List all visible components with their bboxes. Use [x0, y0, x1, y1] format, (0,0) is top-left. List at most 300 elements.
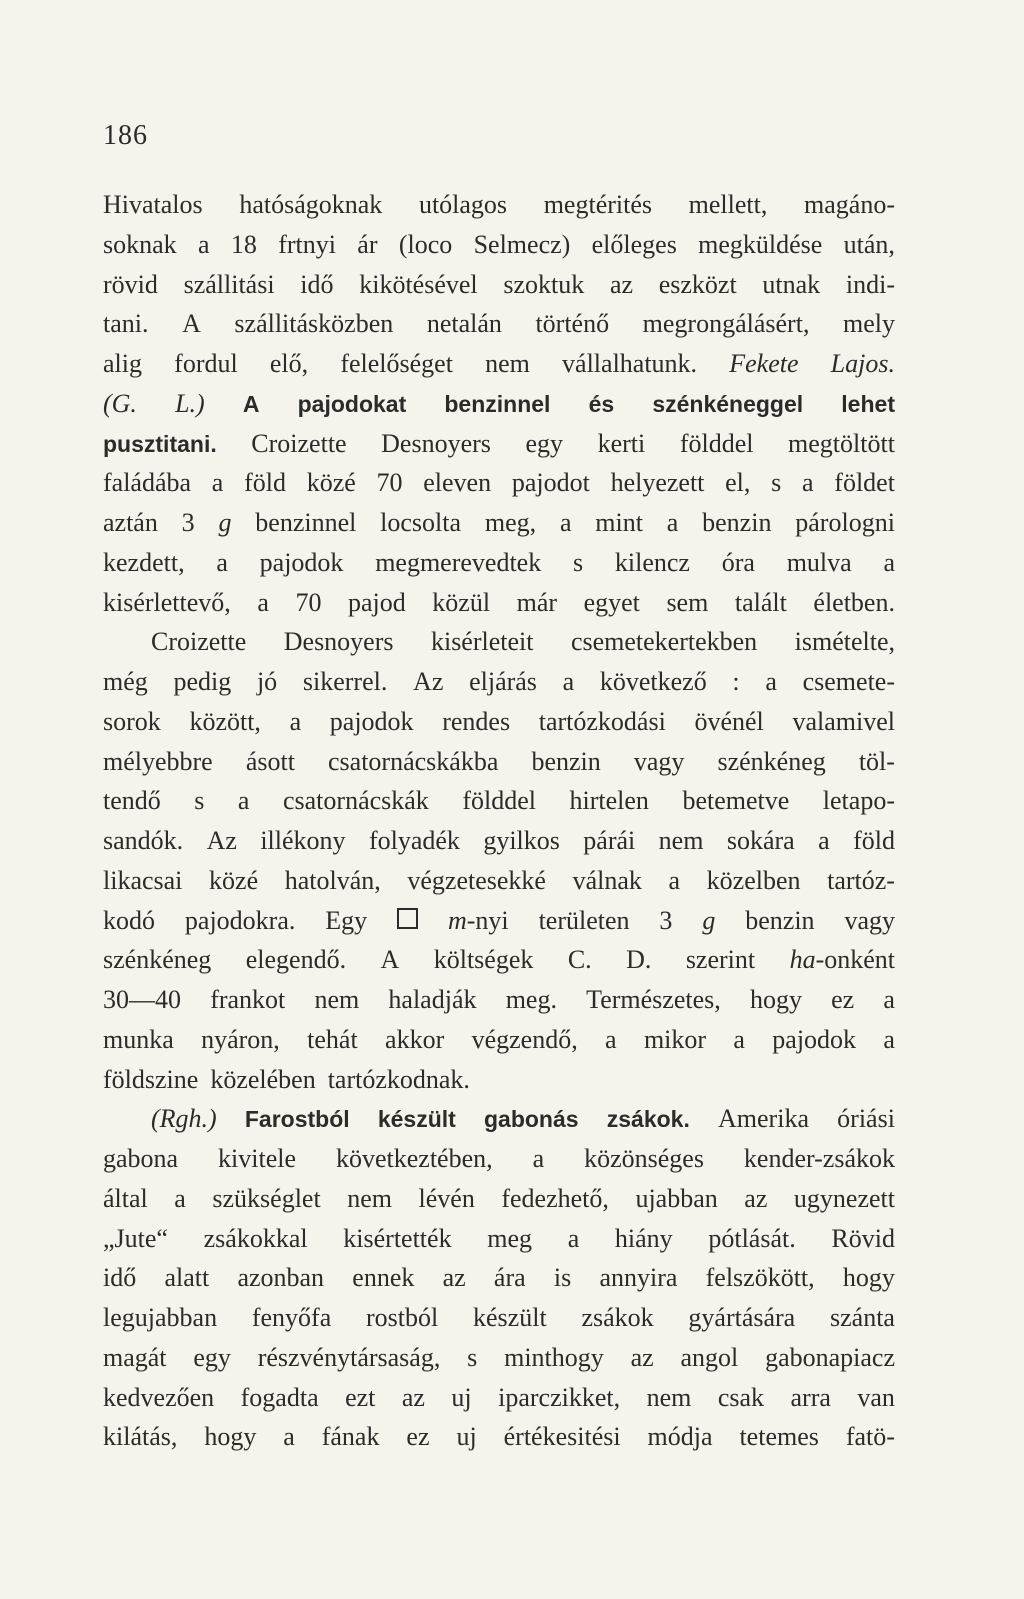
word: folyadék — [368, 826, 460, 855]
word: mellett, — [688, 190, 768, 219]
word: (loco — [398, 229, 453, 259]
word: pajodok — [772, 1024, 857, 1054]
text-line — [103, 980, 895, 1020]
word: idő — [103, 1263, 137, 1293]
word: által — [103, 1183, 148, 1213]
word: módja — [647, 1422, 713, 1452]
word: a — [211, 468, 224, 498]
word: készült — [473, 1303, 547, 1332]
word: szállitási — [183, 269, 275, 299]
word: földszine — [103, 1064, 199, 1094]
word: pótlását. — [708, 1223, 796, 1253]
word: fedezhető, — [501, 1183, 609, 1213]
word: nem — [347, 1183, 392, 1213]
word: a — [198, 229, 210, 259]
word: párái — [583, 826, 636, 855]
word: pajodok — [259, 547, 344, 577]
word: nem — [485, 349, 530, 378]
word-suffix: -nyi — [466, 905, 509, 935]
word: s — [194, 786, 205, 816]
word: pajodokra. — [184, 905, 296, 935]
word: Egy — [325, 905, 368, 935]
word: csemete- — [802, 667, 895, 696]
word: van — [857, 1382, 895, 1412]
word: az — [744, 1183, 768, 1213]
word: Az — [206, 826, 237, 855]
text-line — [103, 622, 895, 662]
word: ha — [789, 945, 816, 975]
word: tani. — [103, 309, 149, 339]
text-line — [103, 742, 895, 782]
word: jó — [256, 667, 278, 696]
word: a — [666, 508, 679, 537]
word: is — [553, 1263, 572, 1293]
text-line — [103, 901, 895, 941]
word: tartóz- — [827, 865, 895, 895]
word: megtérités — [543, 190, 652, 219]
word: fenyőfa — [251, 1303, 332, 1332]
word: óriási — [837, 1104, 895, 1134]
word: fordul — [174, 349, 238, 378]
word: utnak — [762, 269, 821, 299]
word: meg — [487, 1223, 533, 1253]
text-line — [103, 781, 895, 821]
word: vagy — [633, 746, 685, 776]
word: arra — [790, 1382, 831, 1412]
word: sem — [666, 587, 709, 617]
word: kikötésével — [359, 269, 478, 299]
word: benzin — [745, 905, 815, 935]
word: fogadta — [240, 1382, 319, 1412]
word: nem — [646, 1382, 692, 1412]
word: iparczikket, — [498, 1382, 621, 1412]
word: hatóságoknak — [239, 190, 383, 219]
word: kivitele — [218, 1144, 297, 1173]
word: angol — [680, 1342, 739, 1372]
word: életben. — [813, 587, 895, 617]
word: 3 — [659, 905, 673, 935]
word: (Rgh.) — [151, 1104, 217, 1134]
word: közé — [209, 865, 259, 895]
word: utólagos — [418, 190, 508, 219]
word: szállitásközben — [234, 309, 394, 339]
word: földdel — [679, 428, 754, 458]
word: felelőséget — [340, 349, 453, 378]
word: a — [818, 826, 830, 855]
word: ára — [493, 1263, 526, 1293]
word: tendő — [103, 786, 161, 816]
text-line — [103, 1338, 895, 1378]
word: kilátás, — [103, 1422, 178, 1452]
word: illékony — [260, 826, 346, 855]
text-line — [103, 225, 895, 265]
word: a — [605, 1024, 617, 1054]
word: Amerika — [718, 1104, 809, 1134]
word: uj — [456, 1422, 477, 1452]
word: 70 — [376, 468, 403, 498]
word: a — [283, 1422, 295, 1452]
word: hiány — [614, 1223, 673, 1253]
word: magát — [103, 1342, 167, 1372]
word: mely — [843, 309, 895, 339]
word: valamivel — [792, 706, 895, 736]
word: s — [572, 547, 584, 577]
word: sandók. — [103, 826, 184, 855]
text-line — [103, 1417, 895, 1457]
word: végzetesekké — [407, 865, 546, 895]
word: uj — [451, 1382, 472, 1412]
word: következtében, — [335, 1144, 493, 1173]
word: zsákok — [581, 1303, 654, 1332]
word: szerint — [685, 945, 756, 975]
word: hogy — [842, 1263, 895, 1293]
word: az — [630, 1342, 654, 1372]
text-line — [103, 344, 895, 384]
word: a — [257, 587, 269, 617]
word: után, — [843, 229, 895, 259]
word: hogy — [749, 985, 802, 1014]
word: felszökött, — [705, 1263, 815, 1293]
word: közönséges — [584, 1144, 704, 1173]
text-line — [103, 463, 895, 503]
word: talált — [734, 587, 787, 617]
word: aztán — [103, 508, 158, 537]
word: tartózkodási — [538, 706, 666, 736]
word: m — [447, 905, 467, 935]
word: tetemes — [739, 1422, 819, 1452]
word: indi- — [845, 269, 895, 299]
word: kerti — [597, 428, 646, 458]
word: előleges — [591, 229, 677, 259]
word: 18 — [230, 229, 257, 259]
text-line — [103, 384, 895, 424]
word: benzinnel — [255, 508, 357, 537]
text-line — [103, 861, 895, 901]
word: rövid — [103, 269, 158, 299]
text-line — [103, 1060, 895, 1100]
word: szoktuk — [503, 269, 585, 299]
word: Desnoyers — [381, 428, 491, 458]
word: nyáron, — [201, 1024, 280, 1054]
text-line — [103, 1219, 895, 1259]
word: soknak — [103, 229, 177, 259]
word: tartózkodnak. — [327, 1064, 470, 1094]
word: gabonás — [483, 1106, 579, 1133]
word: betemetve — [682, 786, 790, 816]
word: földet — [834, 468, 895, 498]
word: ásott — [245, 746, 295, 776]
word: megrongálásért, — [642, 309, 810, 339]
word: a — [883, 547, 895, 577]
word: idő — [300, 269, 334, 299]
word: gabonapiacz — [765, 1342, 895, 1372]
word: csak — [717, 1382, 765, 1412]
word: Hivatalos — [103, 190, 203, 219]
word: kender-zsákok — [743, 1144, 895, 1173]
text-line — [103, 1298, 895, 1338]
word: csatornácskák — [282, 786, 429, 816]
word: haladják — [388, 985, 477, 1014]
word: Lajos. — [830, 349, 895, 378]
word: Farostból — [244, 1106, 350, 1133]
word: párologni — [795, 508, 895, 537]
word: 70 — [295, 587, 322, 617]
word: 3 — [181, 508, 195, 537]
text-line — [103, 265, 895, 305]
word: Selmecz) — [473, 229, 571, 259]
word: A — [380, 945, 400, 975]
word: csatornácskákba — [328, 746, 499, 776]
word: mint — [595, 508, 643, 537]
text-line — [103, 304, 895, 344]
word-suffix: -onként — [815, 945, 895, 975]
word: a — [668, 865, 681, 895]
word: pedig — [173, 667, 232, 696]
word: faládába — [103, 468, 192, 498]
word: mélyebbre — [103, 746, 213, 776]
word: ezt — [345, 1382, 376, 1412]
word: az — [442, 1263, 466, 1293]
text-line — [103, 1139, 895, 1179]
word: Fekete — [729, 349, 799, 378]
word: gyilkos — [483, 826, 560, 855]
word: s — [467, 1342, 478, 1372]
word: L.) — [175, 388, 205, 418]
word: gyártására — [688, 1303, 796, 1332]
word: annyira — [599, 1263, 678, 1293]
word: C. — [567, 945, 592, 975]
word: következő — [599, 667, 707, 696]
word: szánta — [830, 1303, 895, 1332]
word: és — [588, 390, 615, 417]
word: az — [401, 1382, 425, 1412]
word: meg. — [505, 985, 557, 1014]
word: Desnoyers — [283, 627, 394, 657]
square-symbol — [397, 908, 418, 929]
word: válnak — [572, 865, 642, 895]
word: eszközt — [658, 269, 737, 299]
word: kilencz — [614, 547, 690, 577]
word: azonban — [237, 1263, 325, 1293]
word: benzin — [702, 508, 772, 537]
word: : — [732, 667, 740, 696]
word: a — [883, 1024, 895, 1054]
word: ujabban — [635, 1183, 718, 1213]
word: között, — [189, 706, 261, 736]
word: ennek — [352, 1263, 415, 1293]
word: megküldése — [698, 229, 823, 259]
word: lehet — [841, 390, 895, 417]
word: A — [182, 309, 201, 339]
word: frtnyi — [278, 229, 336, 259]
word: szénkéneggel — [652, 390, 804, 417]
word: az — [609, 269, 634, 299]
word: Croizette — [251, 428, 347, 458]
word: a — [567, 1223, 580, 1253]
page-number: 186 — [103, 120, 148, 151]
text-line — [103, 1099, 895, 1139]
text-line — [103, 1258, 895, 1298]
word: közelében — [210, 1064, 316, 1094]
text-line — [103, 503, 895, 543]
word: még — [103, 667, 148, 696]
word: a — [216, 547, 228, 577]
word: pajod — [347, 587, 406, 617]
word: vagy — [844, 905, 895, 935]
word: g — [702, 905, 716, 935]
word: g — [218, 508, 232, 537]
word: szükséglet — [212, 1183, 321, 1213]
word: a — [733, 1024, 745, 1054]
word: föld — [244, 468, 286, 498]
word: likacsai — [103, 865, 183, 895]
word: Rövid — [831, 1223, 895, 1253]
word: végzendő, — [471, 1024, 578, 1054]
word: rendes — [442, 706, 511, 736]
word: A — [242, 390, 260, 417]
word: alatt — [164, 1263, 210, 1293]
word: hirtelen — [569, 786, 649, 816]
word: 30—40 — [103, 985, 181, 1014]
word: övénél — [694, 706, 764, 736]
text-line — [103, 424, 895, 464]
word: pusztitani. — [103, 430, 217, 457]
word: helyezett — [610, 468, 705, 498]
word: nem — [658, 826, 704, 855]
word: a — [562, 667, 575, 696]
word: megmerevedtek — [375, 547, 542, 577]
word: egy — [525, 428, 564, 458]
word: Az — [413, 667, 444, 696]
word: töl- — [858, 746, 895, 776]
word: fatö- — [845, 1422, 895, 1452]
word: Természetes, — [586, 985, 721, 1014]
text-line — [103, 543, 895, 583]
word: pajodok — [329, 706, 414, 736]
word: ár — [357, 229, 378, 259]
word: meg, — [484, 508, 537, 537]
word: „Jute“ — [103, 1223, 168, 1253]
word: a — [532, 1144, 545, 1173]
word: kisérleteit — [430, 627, 534, 657]
word: ugynezett — [793, 1183, 895, 1213]
word: kezdett, — [103, 547, 185, 577]
word: készült — [377, 1106, 456, 1133]
word: közül — [432, 587, 491, 617]
word: mulva — [786, 547, 852, 577]
word: sikerrel. — [302, 667, 388, 696]
text-line — [103, 662, 895, 702]
word: területen — [538, 905, 630, 935]
word: vállalhatunk. — [562, 349, 698, 378]
word: eleven — [423, 468, 492, 498]
word: zsákok. — [606, 1106, 690, 1133]
word: munka — [103, 1024, 174, 1054]
word: benzinnel — [444, 390, 551, 417]
text-line — [103, 1378, 895, 1418]
word: letapo- — [822, 786, 895, 816]
word: kedvezően — [103, 1382, 215, 1412]
word: szénkéneg — [717, 746, 826, 776]
word: a — [289, 706, 302, 736]
word: pajodokat — [297, 390, 407, 417]
word: akkor — [385, 1024, 445, 1054]
word: a — [559, 508, 572, 537]
word: sorok — [103, 706, 161, 736]
word-group — [790, 940, 895, 980]
word: benzin — [531, 746, 601, 776]
word: a — [237, 786, 250, 816]
word: ez — [406, 1422, 430, 1452]
word: sokára — [726, 826, 795, 855]
text-line — [103, 940, 895, 980]
word: közelben — [706, 865, 801, 895]
word: zsákokkal — [203, 1223, 308, 1253]
word: locsolta — [380, 508, 462, 537]
word: kodó — [103, 905, 155, 935]
word: hatolván, — [284, 865, 381, 895]
word: ez — [831, 985, 855, 1014]
word: legujabban — [103, 1303, 218, 1332]
word: kisértették — [343, 1223, 452, 1253]
word: Croizette — [151, 627, 247, 657]
word: egyet — [583, 587, 640, 617]
word: a — [765, 667, 777, 696]
word: a — [174, 1183, 186, 1213]
text-line — [103, 821, 895, 861]
word: D. — [626, 945, 652, 975]
word: értékesitési — [503, 1422, 621, 1452]
word: közé — [306, 468, 356, 498]
word: csemetekertekben — [570, 627, 758, 657]
word: s — [771, 468, 782, 498]
word: ismételte, — [794, 627, 895, 657]
word: megtöltött — [788, 428, 895, 458]
word: magáno- — [804, 190, 895, 219]
text-line — [103, 583, 895, 623]
word: már — [516, 587, 558, 617]
word: részvénytársaság, — [257, 1342, 441, 1372]
word: fának — [321, 1422, 380, 1452]
word: elő, — [269, 349, 309, 378]
word: költségek — [433, 945, 534, 975]
word: föld — [853, 826, 895, 855]
word: rostból — [366, 1303, 439, 1332]
word: tehát — [307, 1024, 358, 1054]
word: lévén — [418, 1183, 475, 1213]
body-text — [103, 185, 895, 1457]
word: elegendő. — [245, 945, 347, 975]
word: kisérlettevő, — [103, 587, 231, 617]
word: eljárás — [469, 667, 537, 696]
word: mikor — [643, 1024, 707, 1054]
word-group — [448, 901, 509, 941]
word: szénkéneg — [103, 945, 212, 975]
word: minthogy — [504, 1342, 604, 1372]
word: pajodot — [511, 468, 590, 498]
word: földdel — [462, 786, 536, 816]
word: hogy — [204, 1422, 257, 1452]
word: óra — [721, 547, 755, 577]
text-line — [103, 1020, 895, 1060]
text-line — [103, 1179, 895, 1219]
word: gabona — [103, 1144, 179, 1173]
word: alig — [103, 349, 142, 378]
word: el, — [725, 468, 751, 498]
word: nem — [314, 985, 360, 1014]
word: netalán — [426, 309, 502, 339]
word: a — [802, 468, 814, 498]
